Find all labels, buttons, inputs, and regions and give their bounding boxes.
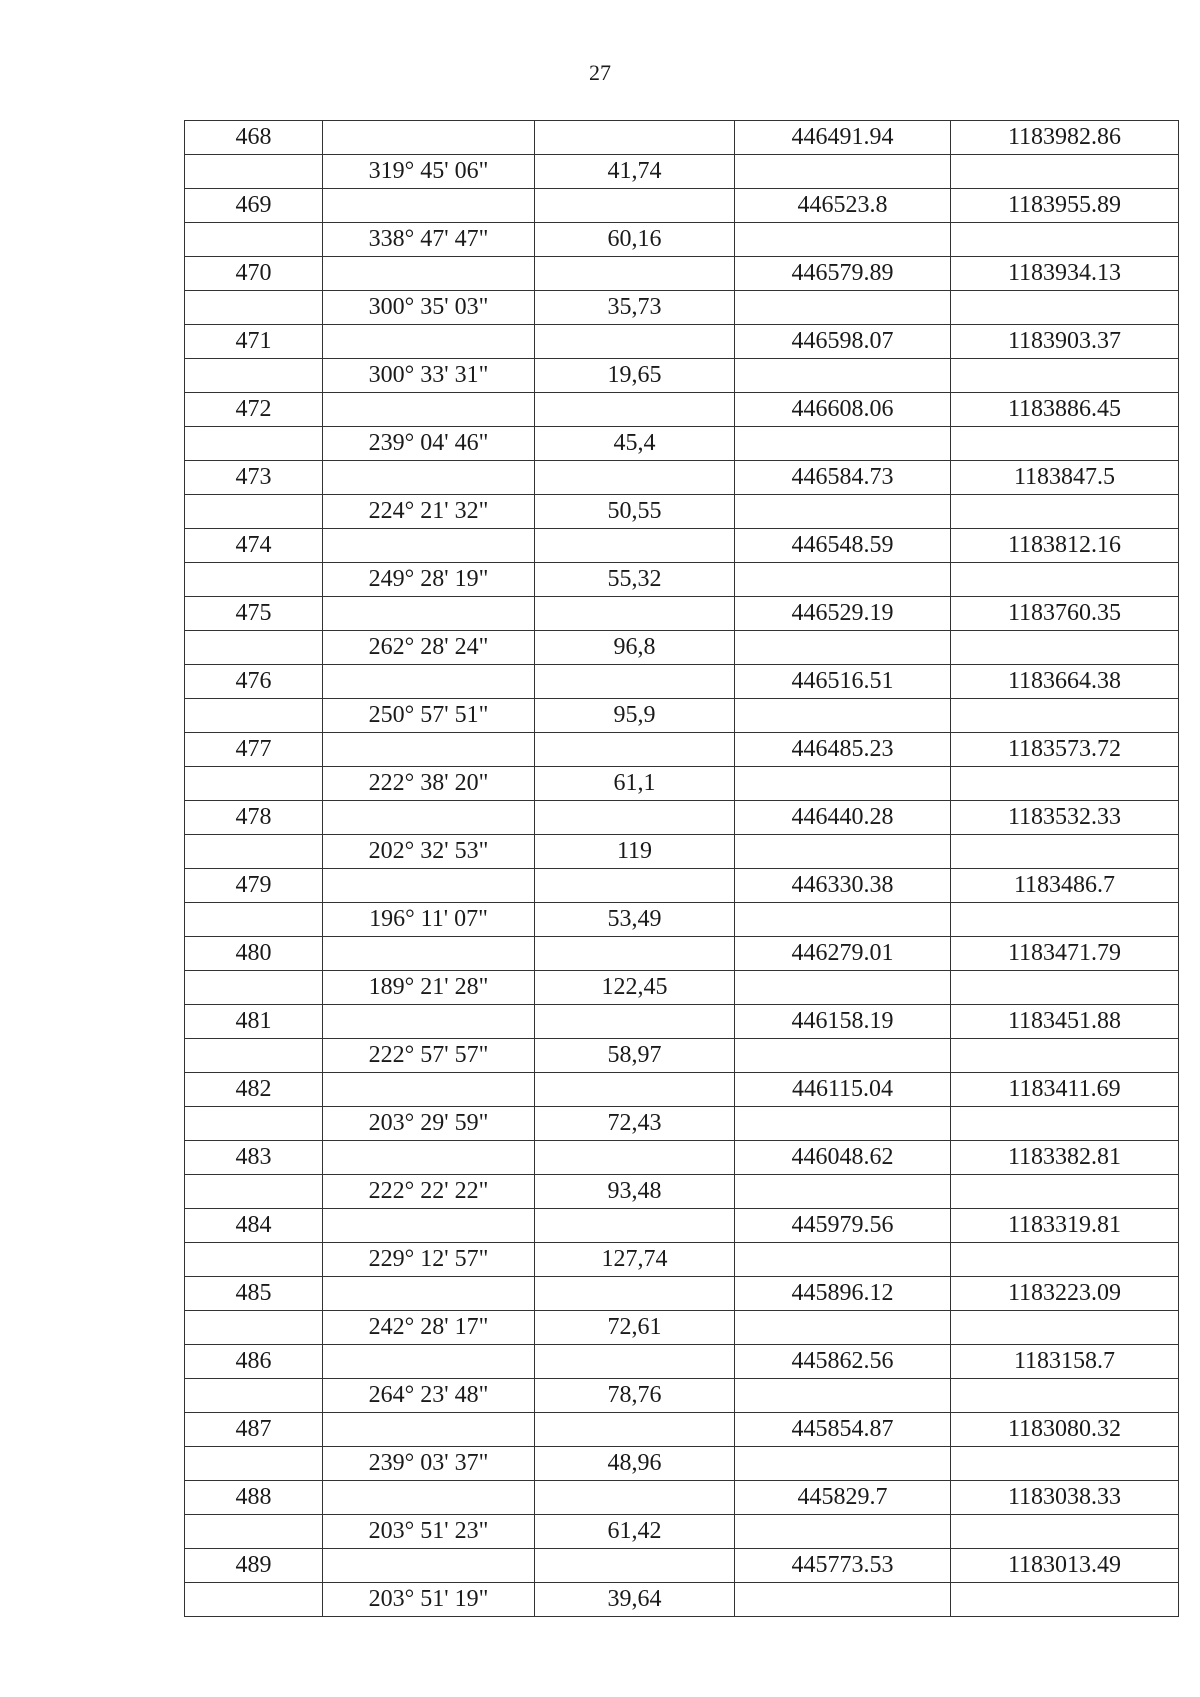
y-coordinate-cell: 1183847.5 <box>951 461 1179 495</box>
distance-cell: 72,61 <box>535 1311 735 1345</box>
direction-angle-cell: 239° 03' 37" <box>323 1447 535 1481</box>
y-coordinate-cell: 1183573.72 <box>951 733 1179 767</box>
distance-cell <box>535 1005 735 1039</box>
direction-angle-cell <box>323 393 535 427</box>
point-row <box>185 1345 1179 1379</box>
segment-row <box>185 767 1179 801</box>
distance-cell: 93,48 <box>535 1175 735 1209</box>
x-coordinate-cell: 446584.73 <box>735 461 951 495</box>
y-coordinate-cell: 1183664.38 <box>951 665 1179 699</box>
x-coordinate-cell <box>735 1311 951 1345</box>
x-coordinate-cell <box>735 495 951 529</box>
direction-angle-cell <box>323 1141 535 1175</box>
direction-angle-cell <box>323 665 535 699</box>
segment-row <box>185 1447 1179 1481</box>
segment-row <box>185 1379 1179 1413</box>
direction-angle-cell <box>323 801 535 835</box>
direction-angle-cell: 222° 38' 20" <box>323 767 535 801</box>
x-coordinate-cell: 445829.7 <box>735 1481 951 1515</box>
x-coordinate-cell <box>735 1447 951 1481</box>
distance-cell: 45,4 <box>535 427 735 461</box>
direction-angle-cell: 262° 28' 24" <box>323 631 535 665</box>
point-row <box>185 1073 1179 1107</box>
distance-cell: 72,43 <box>535 1107 735 1141</box>
point-number-cell: 483 <box>185 1141 323 1175</box>
y-coordinate-cell <box>951 223 1179 257</box>
direction-angle-cell <box>323 1277 535 1311</box>
x-coordinate-cell: 446523.8 <box>735 189 951 223</box>
point-number-cell <box>185 903 323 937</box>
point-row <box>185 1549 1179 1583</box>
y-coordinate-cell <box>951 699 1179 733</box>
distance-cell <box>535 1549 735 1583</box>
x-coordinate-cell: 446330.38 <box>735 869 951 903</box>
point-row <box>185 121 1179 155</box>
point-number-cell: 484 <box>185 1209 323 1243</box>
point-number-cell: 487 <box>185 1413 323 1447</box>
y-coordinate-cell: 1183223.09 <box>951 1277 1179 1311</box>
x-coordinate-cell: 446440.28 <box>735 801 951 835</box>
y-coordinate-cell: 1183451.88 <box>951 1005 1179 1039</box>
y-coordinate-cell <box>951 835 1179 869</box>
distance-cell <box>535 937 735 971</box>
point-number-cell <box>185 1379 323 1413</box>
point-row <box>185 325 1179 359</box>
distance-cell <box>535 1073 735 1107</box>
y-coordinate-cell: 1183955.89 <box>951 189 1179 223</box>
y-coordinate-cell: 1183760.35 <box>951 597 1179 631</box>
distance-cell: 127,74 <box>535 1243 735 1277</box>
y-coordinate-cell <box>951 1583 1179 1617</box>
y-coordinate-cell: 1183812.16 <box>951 529 1179 563</box>
distance-cell: 122,45 <box>535 971 735 1005</box>
direction-angle-cell: 242° 28' 17" <box>323 1311 535 1345</box>
y-coordinate-cell: 1183486.7 <box>951 869 1179 903</box>
y-coordinate-cell: 1183903.37 <box>951 325 1179 359</box>
distance-cell <box>535 121 735 155</box>
distance-cell <box>535 597 735 631</box>
point-number-cell: 468 <box>185 121 323 155</box>
direction-angle-cell: 319° 45' 06" <box>323 155 535 189</box>
x-coordinate-cell: 446279.01 <box>735 937 951 971</box>
distance-cell <box>535 1277 735 1311</box>
segment-row <box>185 903 1179 937</box>
direction-angle-cell: 224° 21' 32" <box>323 495 535 529</box>
segment-row <box>185 971 1179 1005</box>
direction-angle-cell <box>323 189 535 223</box>
point-number-cell <box>185 1447 323 1481</box>
y-coordinate-cell <box>951 1243 1179 1277</box>
point-row <box>185 1005 1179 1039</box>
distance-cell <box>535 1141 735 1175</box>
direction-angle-cell: 202° 32' 53" <box>323 835 535 869</box>
distance-cell <box>535 393 735 427</box>
point-number-cell: 471 <box>185 325 323 359</box>
point-row <box>185 937 1179 971</box>
point-number-cell <box>185 767 323 801</box>
direction-angle-cell <box>323 1345 535 1379</box>
point-row <box>185 1141 1179 1175</box>
direction-angle-cell <box>323 257 535 291</box>
point-number-cell: 470 <box>185 257 323 291</box>
y-coordinate-cell <box>951 1175 1179 1209</box>
y-coordinate-cell <box>951 563 1179 597</box>
y-coordinate-cell <box>951 427 1179 461</box>
point-number-cell: 469 <box>185 189 323 223</box>
x-coordinate-cell <box>735 1379 951 1413</box>
segment-row <box>185 1311 1179 1345</box>
segment-row <box>185 1175 1179 1209</box>
direction-angle-cell <box>323 869 535 903</box>
point-row <box>185 801 1179 835</box>
y-coordinate-cell: 1183411.69 <box>951 1073 1179 1107</box>
distance-cell <box>535 1481 735 1515</box>
distance-cell: 61,42 <box>535 1515 735 1549</box>
point-number-cell: 480 <box>185 937 323 971</box>
y-coordinate-cell <box>951 1515 1179 1549</box>
page-number: 27 <box>589 60 611 85</box>
y-coordinate-cell <box>951 631 1179 665</box>
point-number-cell: 472 <box>185 393 323 427</box>
x-coordinate-cell <box>735 699 951 733</box>
direction-angle-cell: 203° 29' 59" <box>323 1107 535 1141</box>
point-number-cell <box>185 699 323 733</box>
point-row <box>185 461 1179 495</box>
point-number-cell <box>185 1175 323 1209</box>
distance-cell: 119 <box>535 835 735 869</box>
direction-angle-cell: 203° 51' 19" <box>323 1583 535 1617</box>
y-coordinate-cell <box>951 767 1179 801</box>
x-coordinate-cell <box>735 1175 951 1209</box>
point-number-cell: 479 <box>185 869 323 903</box>
point-number-cell <box>185 631 323 665</box>
segment-row <box>185 1107 1179 1141</box>
y-coordinate-cell: 1183532.33 <box>951 801 1179 835</box>
direction-angle-cell <box>323 461 535 495</box>
point-number-cell <box>185 495 323 529</box>
direction-angle-cell <box>323 1481 535 1515</box>
y-coordinate-cell: 1183038.33 <box>951 1481 1179 1515</box>
x-coordinate-cell: 446516.51 <box>735 665 951 699</box>
segment-row <box>185 1583 1179 1617</box>
y-coordinate-cell: 1183471.79 <box>951 937 1179 971</box>
point-number-cell: 477 <box>185 733 323 767</box>
point-row <box>185 1481 1179 1515</box>
point-number-cell: 478 <box>185 801 323 835</box>
y-coordinate-cell: 1183080.32 <box>951 1413 1179 1447</box>
point-number-cell <box>185 1107 323 1141</box>
direction-angle-cell: 338° 47' 47" <box>323 223 535 257</box>
point-number-cell <box>185 1243 323 1277</box>
x-coordinate-cell <box>735 223 951 257</box>
point-row <box>185 665 1179 699</box>
distance-cell <box>535 1209 735 1243</box>
x-coordinate-cell: 446115.04 <box>735 1073 951 1107</box>
point-number-cell <box>185 1039 323 1073</box>
point-number-cell: 489 <box>185 1549 323 1583</box>
direction-angle-cell <box>323 1073 535 1107</box>
point-row <box>185 1277 1179 1311</box>
segment-row <box>185 427 1179 461</box>
x-coordinate-cell <box>735 1583 951 1617</box>
y-coordinate-cell <box>951 903 1179 937</box>
point-number-cell: 482 <box>185 1073 323 1107</box>
point-number-cell <box>185 155 323 189</box>
direction-angle-cell: 264° 23' 48" <box>323 1379 535 1413</box>
point-number-cell: 476 <box>185 665 323 699</box>
distance-cell <box>535 461 735 495</box>
x-coordinate-cell <box>735 1243 951 1277</box>
direction-angle-cell: 300° 35' 03" <box>323 291 535 325</box>
x-coordinate-cell: 446158.19 <box>735 1005 951 1039</box>
y-coordinate-cell <box>951 359 1179 393</box>
direction-angle-cell: 229° 12' 57" <box>323 1243 535 1277</box>
direction-angle-cell <box>323 121 535 155</box>
x-coordinate-cell: 445854.87 <box>735 1413 951 1447</box>
x-coordinate-cell: 445862.56 <box>735 1345 951 1379</box>
distance-cell: 19,65 <box>535 359 735 393</box>
distance-cell <box>535 733 735 767</box>
direction-angle-cell <box>323 1413 535 1447</box>
x-coordinate-cell <box>735 563 951 597</box>
point-row <box>185 597 1179 631</box>
y-coordinate-cell: 1183319.81 <box>951 1209 1179 1243</box>
point-row <box>185 733 1179 767</box>
distance-cell: 96,8 <box>535 631 735 665</box>
x-coordinate-cell <box>735 767 951 801</box>
point-number-cell: 481 <box>185 1005 323 1039</box>
point-row <box>185 529 1179 563</box>
distance-cell: 78,76 <box>535 1379 735 1413</box>
y-coordinate-cell <box>951 1311 1179 1345</box>
point-row <box>185 189 1179 223</box>
x-coordinate-cell: 446485.23 <box>735 733 951 767</box>
segment-row <box>185 699 1179 733</box>
y-coordinate-cell <box>951 971 1179 1005</box>
direction-angle-cell <box>323 529 535 563</box>
direction-angle-cell: 250° 57' 51" <box>323 699 535 733</box>
point-row <box>185 1209 1179 1243</box>
distance-cell: 35,73 <box>535 291 735 325</box>
direction-angle-cell: 222° 22' 22" <box>323 1175 535 1209</box>
y-coordinate-cell: 1183382.81 <box>951 1141 1179 1175</box>
y-coordinate-cell <box>951 1039 1179 1073</box>
segment-row <box>185 563 1179 597</box>
coordinates-table-body <box>185 121 1179 1617</box>
distance-cell <box>535 1413 735 1447</box>
distance-cell: 53,49 <box>535 903 735 937</box>
x-coordinate-cell <box>735 835 951 869</box>
x-coordinate-cell: 446548.59 <box>735 529 951 563</box>
x-coordinate-cell <box>735 291 951 325</box>
distance-cell: 60,16 <box>535 223 735 257</box>
point-row <box>185 1413 1179 1447</box>
direction-angle-cell <box>323 325 535 359</box>
direction-angle-cell: 196° 11' 07" <box>323 903 535 937</box>
direction-angle-cell: 249° 28' 19" <box>323 563 535 597</box>
x-coordinate-cell <box>735 155 951 189</box>
direction-angle-cell <box>323 937 535 971</box>
distance-cell <box>535 665 735 699</box>
distance-cell <box>535 257 735 291</box>
segment-row <box>185 1243 1179 1277</box>
point-number-cell <box>185 1515 323 1549</box>
direction-angle-cell <box>323 1005 535 1039</box>
segment-row <box>185 359 1179 393</box>
y-coordinate-cell <box>951 1447 1179 1481</box>
point-number-cell <box>185 835 323 869</box>
x-coordinate-cell: 446608.06 <box>735 393 951 427</box>
distance-cell: 58,97 <box>535 1039 735 1073</box>
point-number-cell <box>185 971 323 1005</box>
distance-cell: 61,1 <box>535 767 735 801</box>
segment-row <box>185 495 1179 529</box>
point-row <box>185 257 1179 291</box>
y-coordinate-cell <box>951 1107 1179 1141</box>
point-number-cell <box>185 223 323 257</box>
segment-row <box>185 291 1179 325</box>
x-coordinate-cell <box>735 903 951 937</box>
direction-angle-cell: 239° 04' 46" <box>323 427 535 461</box>
direction-angle-cell: 222° 57' 57" <box>323 1039 535 1073</box>
x-coordinate-cell <box>735 427 951 461</box>
y-coordinate-cell <box>951 291 1179 325</box>
distance-cell: 48,96 <box>535 1447 735 1481</box>
point-row <box>185 869 1179 903</box>
x-coordinate-cell: 446491.94 <box>735 121 951 155</box>
x-coordinate-cell <box>735 1107 951 1141</box>
direction-angle-cell <box>323 597 535 631</box>
segment-row <box>185 155 1179 189</box>
point-number-cell <box>185 291 323 325</box>
segment-row <box>185 835 1179 869</box>
x-coordinate-cell: 445773.53 <box>735 1549 951 1583</box>
segment-row <box>185 1039 1179 1073</box>
distance-cell: 39,64 <box>535 1583 735 1617</box>
point-number-cell: 488 <box>185 1481 323 1515</box>
y-coordinate-cell <box>951 1379 1179 1413</box>
segment-row <box>185 631 1179 665</box>
point-number-cell <box>185 427 323 461</box>
point-row <box>185 393 1179 427</box>
distance-cell <box>535 529 735 563</box>
x-coordinate-cell: 446048.62 <box>735 1141 951 1175</box>
point-number-cell: 475 <box>185 597 323 631</box>
x-coordinate-cell: 446529.19 <box>735 597 951 631</box>
point-number-cell: 474 <box>185 529 323 563</box>
x-coordinate-cell <box>735 1515 951 1549</box>
coordinates-table <box>184 120 1179 1617</box>
distance-cell <box>535 801 735 835</box>
direction-angle-cell <box>323 733 535 767</box>
point-number-cell <box>185 359 323 393</box>
y-coordinate-cell: 1183934.13 <box>951 257 1179 291</box>
x-coordinate-cell: 445979.56 <box>735 1209 951 1243</box>
direction-angle-cell: 300° 33' 31" <box>323 359 535 393</box>
y-coordinate-cell: 1183158.7 <box>951 1345 1179 1379</box>
distance-cell <box>535 189 735 223</box>
distance-cell: 41,74 <box>535 155 735 189</box>
x-coordinate-cell <box>735 971 951 1005</box>
segment-row <box>185 223 1179 257</box>
x-coordinate-cell: 445896.12 <box>735 1277 951 1311</box>
y-coordinate-cell: 1183982.86 <box>951 121 1179 155</box>
point-number-cell <box>185 1583 323 1617</box>
segment-row <box>185 1515 1179 1549</box>
y-coordinate-cell: 1183886.45 <box>951 393 1179 427</box>
point-number-cell: 485 <box>185 1277 323 1311</box>
x-coordinate-cell: 446598.07 <box>735 325 951 359</box>
point-number-cell <box>185 1311 323 1345</box>
direction-angle-cell: 203° 51' 23" <box>323 1515 535 1549</box>
point-number-cell: 486 <box>185 1345 323 1379</box>
y-coordinate-cell: 1183013.49 <box>951 1549 1179 1583</box>
x-coordinate-cell <box>735 1039 951 1073</box>
distance-cell <box>535 869 735 903</box>
distance-cell: 95,9 <box>535 699 735 733</box>
direction-angle-cell: 189° 21' 28" <box>323 971 535 1005</box>
distance-cell: 50,55 <box>535 495 735 529</box>
distance-cell <box>535 325 735 359</box>
direction-angle-cell <box>323 1549 535 1583</box>
distance-cell: 55,32 <box>535 563 735 597</box>
y-coordinate-cell <box>951 495 1179 529</box>
direction-angle-cell <box>323 1209 535 1243</box>
x-coordinate-cell <box>735 359 951 393</box>
x-coordinate-cell: 446579.89 <box>735 257 951 291</box>
point-number-cell: 473 <box>185 461 323 495</box>
y-coordinate-cell <box>951 155 1179 189</box>
x-coordinate-cell <box>735 631 951 665</box>
point-number-cell <box>185 563 323 597</box>
distance-cell <box>535 1345 735 1379</box>
